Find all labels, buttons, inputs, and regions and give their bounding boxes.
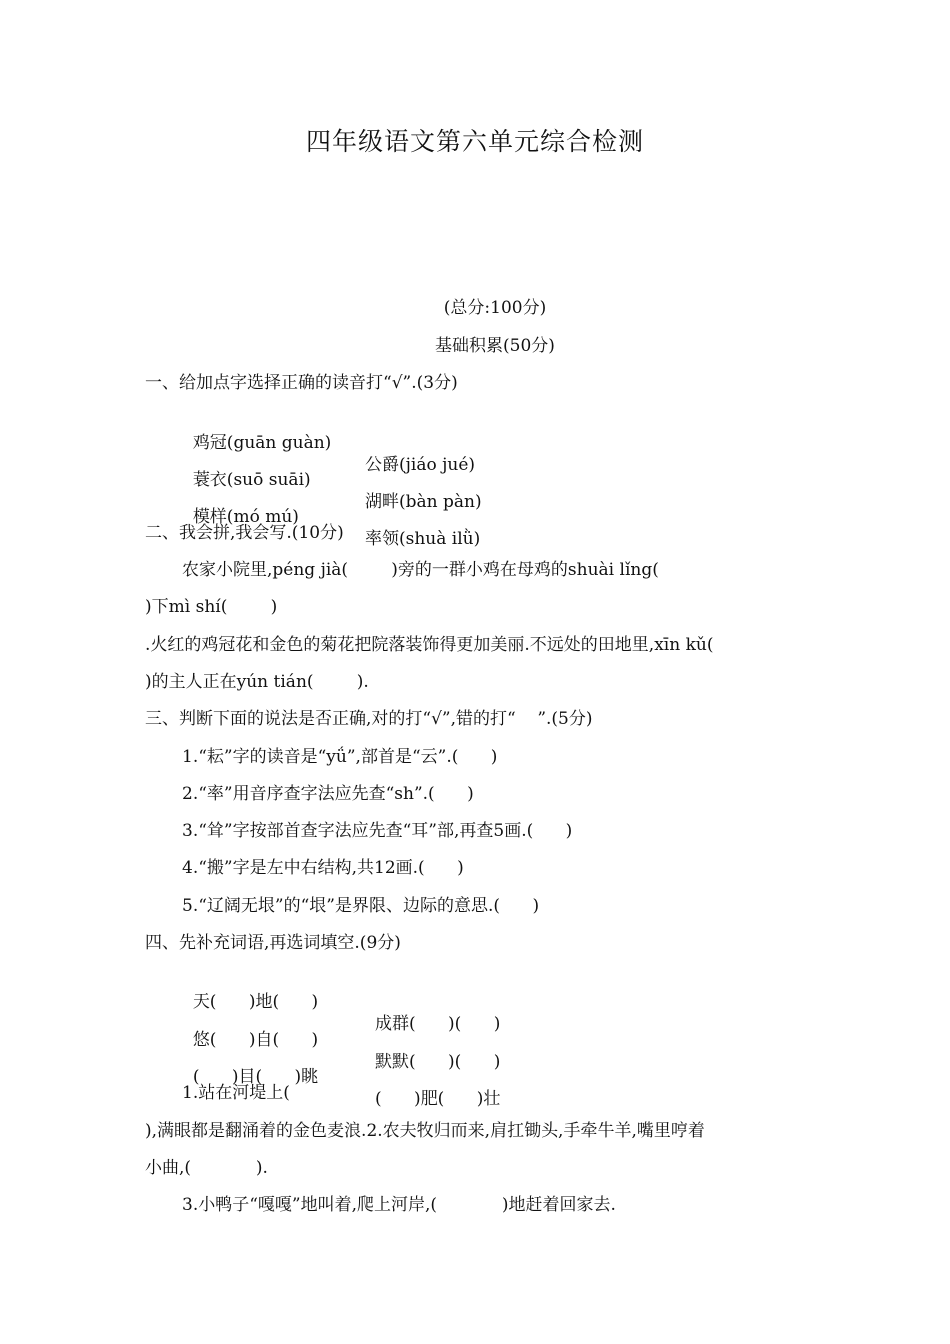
total-score: (总分:100分) <box>443 298 547 318</box>
q4-line: 3.小鸭子“嘎嘎”地叫着,爬上河岸,( )地赶着回家去. <box>182 1195 616 1215</box>
q1-item: 鸡冠(guān guàn) <box>192 433 332 453</box>
q4-heading: 四、先补充词语,再选词填空.(9分) <box>145 933 401 953</box>
q4-line: ),满眼都是翻涌着的金色麦浪.2.农夫牧归而来,肩扛锄头,手牵牛羊,嘴里哼着 <box>145 1121 705 1141</box>
q2-line: )下mì shí( ) <box>145 597 278 617</box>
q3-item: 2.“率”用音序查字法应先查“sh”.( ) <box>182 784 474 804</box>
page-title: 四年级语文第六单元综合检测 <box>305 127 644 156</box>
q4-line: 小曲,( ). <box>145 1158 268 1178</box>
q2-line: )的主人正在yún tián( ). <box>145 672 369 692</box>
q3-item: 4.“搬”字是左中右结构,共12画.( ) <box>182 858 464 878</box>
q1-item: 公爵(jiáo jué) <box>365 455 476 475</box>
q4-word: 成群( )( ) <box>375 1014 501 1034</box>
q4-word: 天( )地( ) <box>192 992 319 1012</box>
q2-line: 农家小院里,péng jià( )旁的一群小鸡在母鸡的shuài lǐng( <box>182 560 659 580</box>
q1-heading: 一、给加点字选择正确的读音打“√”.(3分) <box>145 373 458 393</box>
q1-item: 蓑衣(suō suāi) <box>192 470 311 490</box>
q4-line: 1.站在河堤上( <box>182 1083 290 1103</box>
q4-word: 悠( )自( ) <box>192 1030 319 1050</box>
q3-heading: 三、判断下面的说法是否正确,对的打“√”,错的打“ ”.(5分) <box>145 709 593 729</box>
q1-item: 率领(shuà ilǜ) <box>365 529 481 549</box>
q3-item: 1.“耘”字的读音是“yǘ”,部首是“云”.( ) <box>182 747 498 767</box>
q3-item: 5.“辽阔无垠”的“垠”是界限、边际的意思.( ) <box>182 896 540 916</box>
q4-word: ( )肥( )壮 <box>375 1089 501 1109</box>
q3-item: 3.“耸”字按部首查字法应先查“耳”部,再查5画.( ) <box>182 821 573 841</box>
q2-heading: 二、我会拼,我会写.(10分) <box>145 523 344 543</box>
q1-item: 模样(mó mú) <box>192 507 299 527</box>
q2-line: .火红的鸡冠花和金色的菊花把院落装饰得更加美丽.不远处的田地里,xīn kǔ( <box>145 635 714 655</box>
section-basic: 基础积累(50分) <box>435 336 555 356</box>
q4-word: 默默( )( ) <box>375 1052 501 1072</box>
q4-word: ( )目( )眺 <box>192 1067 319 1087</box>
q1-item: 湖畔(bàn pàn) <box>365 492 482 512</box>
